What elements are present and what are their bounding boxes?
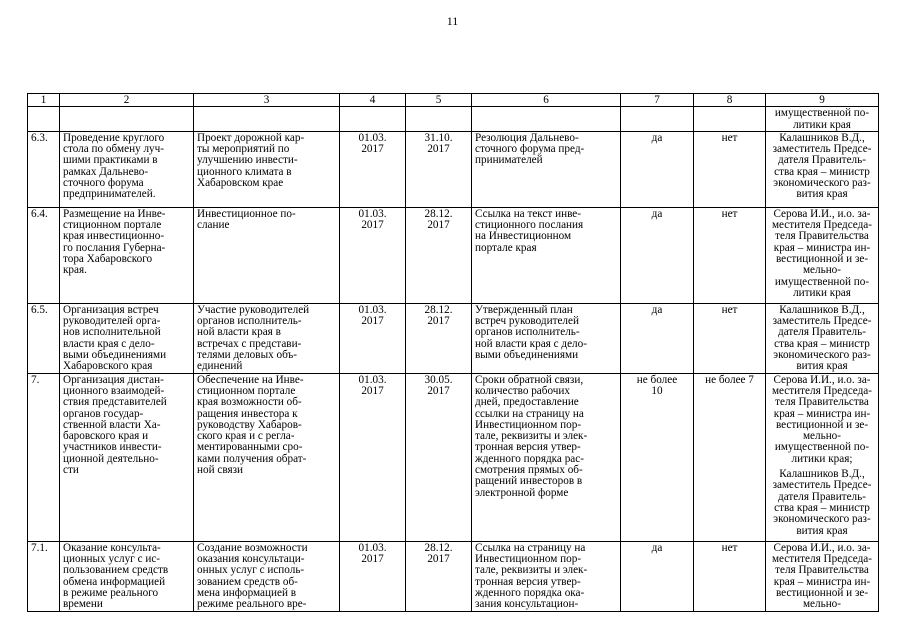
responsible-cell — [766, 373, 879, 541]
empty-cell — [621, 107, 694, 132]
column-number: 4 — [340, 94, 406, 107]
empty-cell — [28, 107, 60, 132]
indicator-value-cell: да — [621, 207, 694, 303]
responsible-person: Калашников В.Д., заместитель Предсе- дателя Правитель- ства края – министр экономического раз- вития края — [772, 303, 872, 373]
target-value-cell: не более 7 — [694, 373, 766, 541]
empty-cell — [60, 107, 194, 132]
column-number: 1 — [28, 94, 60, 107]
end-date-cell: 30.05. 2017 — [406, 373, 472, 541]
responsible-cell — [766, 541, 879, 611]
table-row — [28, 303, 879, 373]
end-date-cell: 28.12. 2017 — [406, 541, 472, 611]
row-number: 6.5. — [28, 303, 60, 373]
page-number: 11 — [446, 14, 459, 28]
responsible-person: Серова И.И., и.о. за- местителя Председа- теля Правительства края – министра ин- вестиционной и зе- мельно- имущественной по- литики края; — [771, 373, 873, 465]
indicator-cell: Утвержденный план встреч руководителей органов исполнитель- ной власти края с дело- выми объединениями — [472, 303, 621, 373]
result-cell: Проект дорожной кар- ты мероприятий по улучшению инвести- ционного климата в Хабаровском крае — [194, 131, 340, 207]
column-number-header-row — [28, 94, 879, 107]
empty-cell — [340, 107, 406, 132]
empty-cell — [194, 107, 340, 132]
event-cell: Размещение на Инве- стиционном портале края инвестиционно- го послания Губерна- тора Хабаровского края. — [60, 207, 194, 303]
responsible-cell — [766, 207, 879, 303]
indicator-cell: Ссылка на страницу на Инвестиционном пор- тале, реквизиты и элек- тронная версия утвер- жденного порядка ока- зания консультацион- — [472, 541, 621, 611]
empty-cell — [406, 107, 472, 132]
column-number: 2 — [60, 94, 194, 107]
target-value-cell: нет — [694, 303, 766, 373]
indicator-value-cell: не более 10 — [621, 373, 694, 541]
end-date-cell: 31.10. 2017 — [406, 131, 472, 207]
responsible-person: Калашников В.Д., заместитель Предсе- дателя Правитель- ства края – министр экономического раз- вития края — [772, 131, 872, 201]
table-row — [28, 207, 879, 303]
target-value-cell: нет — [694, 207, 766, 303]
start-date-cell: 01.03. 2017 — [340, 131, 406, 207]
start-date-cell: 01.03. 2017 — [340, 541, 406, 611]
result-cell: Инвестиционное по- слание — [194, 207, 340, 303]
indicator-cell: Резолюция Дальнево- сточного форума пред- принимателей — [472, 131, 621, 207]
event-cell: Проведение круглого стола по обмену луч- шими практиками в рамках Дальнево- сточного форума предпринимателей. — [60, 131, 194, 207]
empty-cell — [694, 107, 766, 132]
event-cell: Организация дистан- ционного взаимодей- ствия представителей органов государ- ственной власти Ха- баровского края и участников инвести- ционной деятельно- сти — [60, 373, 194, 541]
result-cell: Обеспечение на Инве- стиционном портале края возможности об- ращения инвестора к руководству Хабаров- ского края и с регла- ментированными сро- ками получения обрат- ной связи — [194, 373, 340, 541]
column-number: 7 — [621, 94, 694, 107]
responsible-cell — [766, 303, 879, 373]
row-number: 7.1. — [28, 541, 60, 611]
column-number: 5 — [406, 94, 472, 107]
result-cell: Создание возможности оказания консультаци- онных услуг с исполь- зованием средств об- мена информацией в режиме реального вре- — [194, 541, 340, 611]
column-number: 3 — [194, 94, 340, 107]
responsible-person: Серова И.И., и.о. за- местителя Председа- теля Правительства края – министра ин- вестиционной и зе- мельно- имущественной по- литики края — [771, 207, 873, 299]
result-cell: Участие руководителей органов исполнитель- ной власти края в встречах с представи- телями деловых объ- единений — [194, 303, 340, 373]
continuation-row — [28, 107, 879, 132]
row-number: 6.3. — [28, 131, 60, 207]
column-number: 8 — [694, 94, 766, 107]
table-row — [28, 131, 879, 207]
indicator-value-cell: да — [621, 131, 694, 207]
indicator-cell: Ссылка на текст инве- стиционного послания на Инвестиционном портале края — [472, 207, 621, 303]
end-date-cell: 28.12. 2017 — [406, 207, 472, 303]
indicator-cell: Сроки обратной связи, количество рабочих дней, предоставление ссылки на страницу на Инвестиционном пор- тале, реквизиты и элек- тронная версия утвер- жденного порядка рас- смотрения прямых об- ращений инвесторов в электронной форме — [472, 373, 621, 541]
end-date-cell: 28.12. 2017 — [406, 303, 472, 373]
row-number: 6.4. — [28, 207, 60, 303]
empty-cell — [472, 107, 621, 132]
start-date-cell: 01.03. 2017 — [340, 207, 406, 303]
target-value-cell: нет — [694, 541, 766, 611]
event-cell: Оказание консульта- ционных услуг с ис- пользованием средств обмена информацией в режиме реального времени — [60, 541, 194, 611]
indicator-value-cell: да — [621, 541, 694, 611]
table-row — [28, 373, 879, 541]
table-row — [28, 541, 879, 611]
start-date-cell: 01.03. 2017 — [340, 373, 406, 541]
column-number: 6 — [472, 94, 621, 107]
responsible-person: Калашников В.Д., заместитель Предсе- дателя Правитель- ства края – министр экономического раз- вития края — [772, 468, 872, 537]
event-cell: Организация встреч руководителей орга- нов исполнительной власти края с дело- выми объединениями Хабаровского края — [60, 303, 194, 373]
action-plan-table — [27, 93, 879, 612]
row-number: 7. — [28, 373, 60, 541]
column-number: 9 — [766, 94, 879, 107]
responsible-continuation: имущественной по- литики края — [766, 107, 879, 132]
indicator-value-cell: да — [621, 303, 694, 373]
start-date-cell: 01.03. 2017 — [340, 303, 406, 373]
responsible-cell — [766, 131, 879, 207]
target-value-cell: нет — [694, 131, 766, 207]
responsible-person: Серова И.И., и.о. за- местителя Председа- теля Правительства края – министра ин- вестиционной и зе- мельно- — [771, 541, 873, 611]
